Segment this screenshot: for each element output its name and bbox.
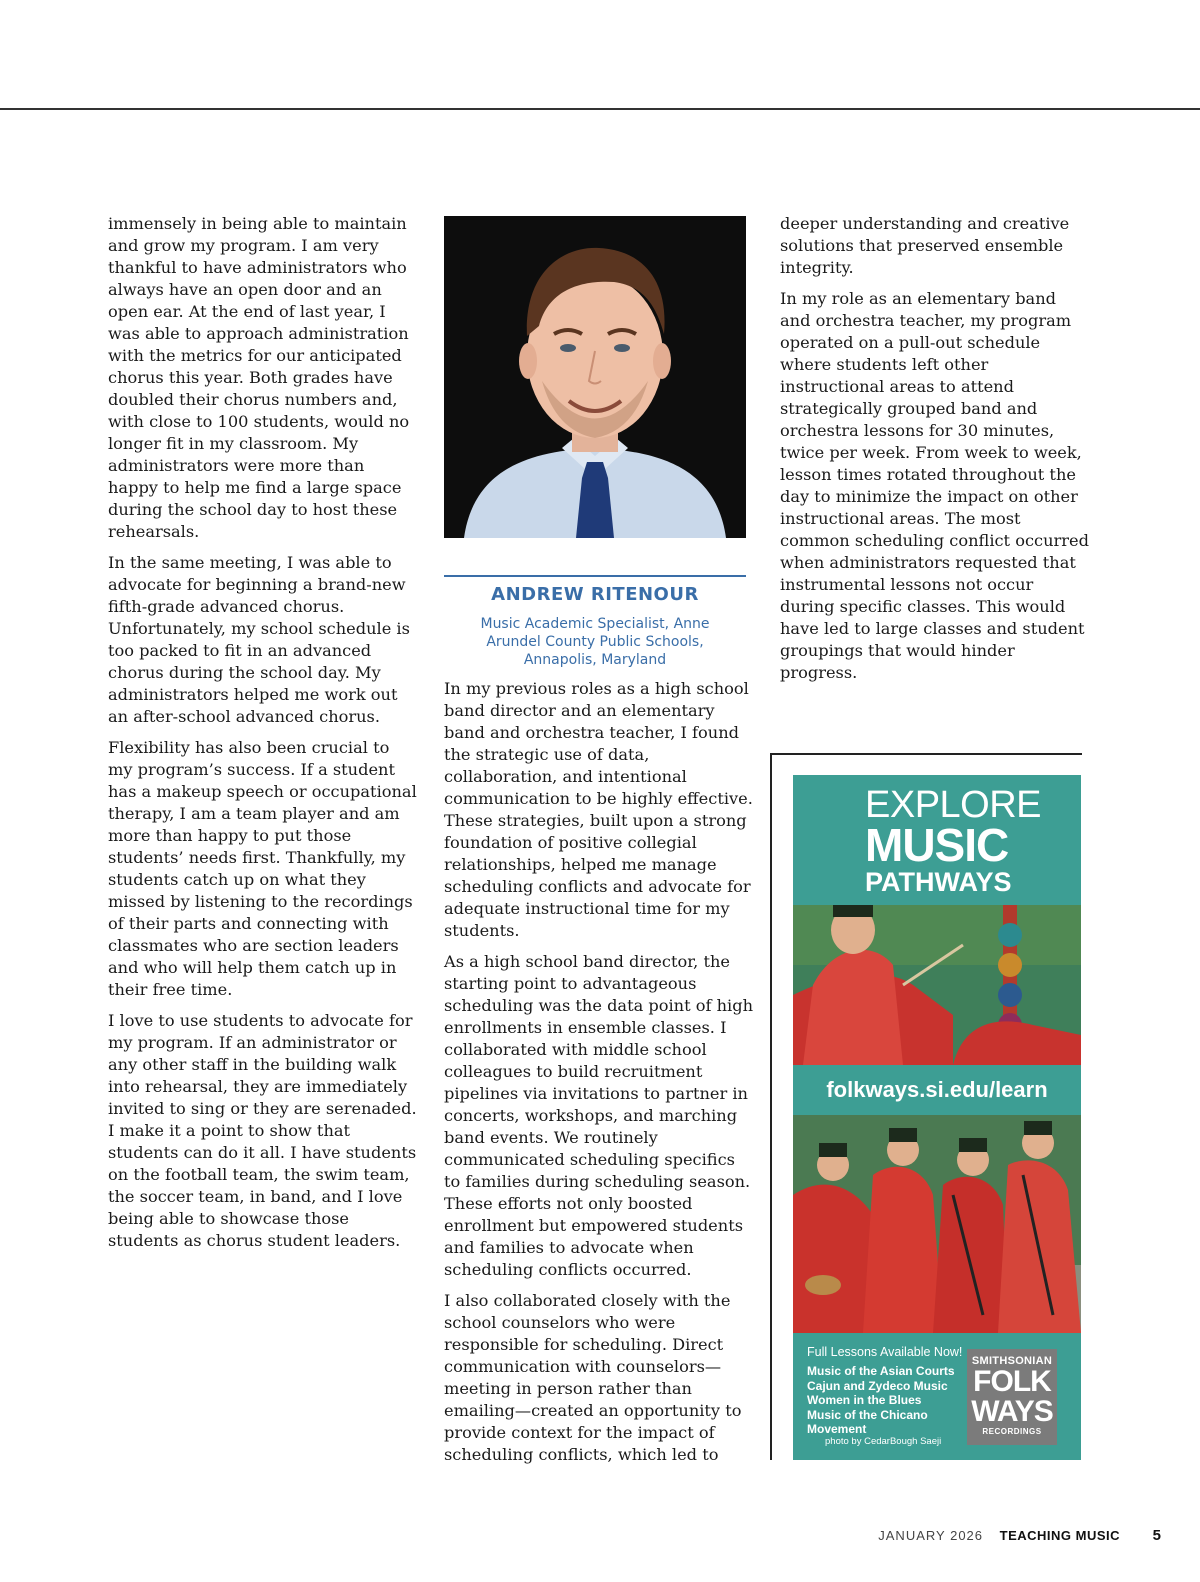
ad-headline-pathways: PATHWAYS <box>865 867 1012 897</box>
list-item: Cajun and Zydeco Music <box>807 1378 948 1393</box>
ad-frame-rule <box>770 753 1082 755</box>
list-item: Music of the Asian Courts <box>807 1364 955 1378</box>
header-rule <box>0 108 1200 110</box>
ad-photo-ensemble <box>793 1115 1081 1333</box>
logo-text: RECORDINGS <box>982 1427 1042 1436</box>
paragraph: In my role as an elementary band and orchestra teacher, my program operated on a pull-out schedule where students left other instructional areas to attend strategically grouped band and orchestra lessons for 30 minutes, twice per week. From week to week, lesson times rotated throughout the day to minimize the impact on other instructional areas. The most common scheduling conflict occurred when administrators requested that instrumental lessons not occur during specific classes. This would have led to large classes and student groupings that would hinder progress. <box>780 289 1089 682</box>
paragraph: In the same meeting, I was able to advocate for beginning a brand-new fifth-grade advanced chorus. Unfortunately, my school schedule is too packed to fit in an advanced chorus during the school day. My administrators helped me work out an after-school advanced chorus. <box>108 553 410 726</box>
paragraph: As a high school band director, the starting point to advantageous scheduling was the data point of high enrollments in ensemble classes. I collaborated with middle school colleagues to build recruitment pipelines via invitations to partner in concerts, workshops, and marching band events. We routinely communicated scheduling specifics to families during scheduling season. These efforts not only boosted enrollment but empowered students and families to advocate when scheduling conflicts occurred. <box>444 952 754 1279</box>
article-column-3 <box>780 213 1090 693</box>
author-photo <box>444 216 746 538</box>
logo-text: FOLK <box>973 1365 1051 1398</box>
ad-frame-rule <box>770 753 772 1460</box>
ad-photo-court-musician <box>793 905 1081 1065</box>
page-number: 5 <box>1152 1527 1162 1544</box>
folkways-advertisement[interactable] <box>793 775 1081 1460</box>
paragraph: In my previous roles as a high school band director and an elementary band and orchestra teacher, I found the strategic use of data, collaboration, and intentional communication to be highly effective. These strategies, built upon a strong foundation of positive collegial relationships, helped me manage scheduling conflicts and advocate for adequate instructional time for my students. <box>444 679 753 940</box>
logo-text: SMITHSONIAN <box>971 1355 1053 1367</box>
paragraph: I also collaborated closely with the school counselors who were responsible for scheduling. Direct communication with counselors—meeting in person rather than emailing—created an opportunity to provide context for the impact of scheduling conflicts, which led to <box>444 1291 742 1464</box>
paragraph: deeper understanding and creative solutions that preserved ensemble integrity. <box>780 214 1070 277</box>
author-name: ANDREW RITENOUR <box>491 584 699 605</box>
bio-divider <box>444 575 746 577</box>
list-item: Women in the Blues <box>807 1393 922 1407</box>
author-role: Music Academic Specialist, Anne Arundel County Public Schools, Annapolis, Maryland <box>480 616 710 668</box>
ad-headline-music: MUSIC <box>865 819 1009 871</box>
logo-text: WAYS <box>971 1395 1053 1428</box>
article-column-1 <box>108 213 418 1261</box>
photo-credit: photo by CedarBough Saeji <box>825 1436 942 1447</box>
paragraph: Flexibility has also been crucial to my program’s success. If a student has a makeup speech or occupational therapy, I am a team player and am more than happy to put those students’ needs first. Thankfully, my students catch up on what they missed by listening to the recordings of their parts and connecting with classmates who are section leaders and who will help them catch up in their free time. <box>108 738 417 999</box>
ad-lessons-title: Full Lessons Available Now! <box>807 1345 963 1359</box>
magazine-title: TEACHING MUSIC <box>999 1528 1121 1543</box>
paragraph: immensely in being able to maintain and grow my program. I am very thankful to have administrators who always have an open door and an open ear. At the end of last year, I was able to approach administration with the metrics for our anticipated chorus this year. Both grades have doubled their chorus numbers and, with close to 100 students, would no longer fit in my classroom. My administrators were more than happy to help me find a large space during the school day to host these rehearsals. <box>108 214 410 541</box>
ad-url[interactable]: folkways.si.edu/learn <box>826 1077 1048 1102</box>
page-footer <box>878 1527 1162 1544</box>
list-item: Music of the Chicano Movement <box>807 1407 928 1436</box>
article-column-2 <box>444 678 754 1475</box>
smithsonian-folkways-logo <box>967 1349 1057 1445</box>
ad-headline-explore: EXPLORE <box>865 784 1042 826</box>
ad-lessons-list <box>807 1364 967 1437</box>
paragraph: I love to use students to advocate for my program. If an administrator or any other staff in the building walk into rehearsal, they are immediately invited to sing or they are serenaded. I make it a point to show that students can do it all. I have students on the football team, the swim team, the soccer team, in band, and I love being able to showcase those students as chorus student leaders. <box>108 1011 417 1250</box>
issue-date: JANUARY 2026 <box>878 1528 984 1543</box>
